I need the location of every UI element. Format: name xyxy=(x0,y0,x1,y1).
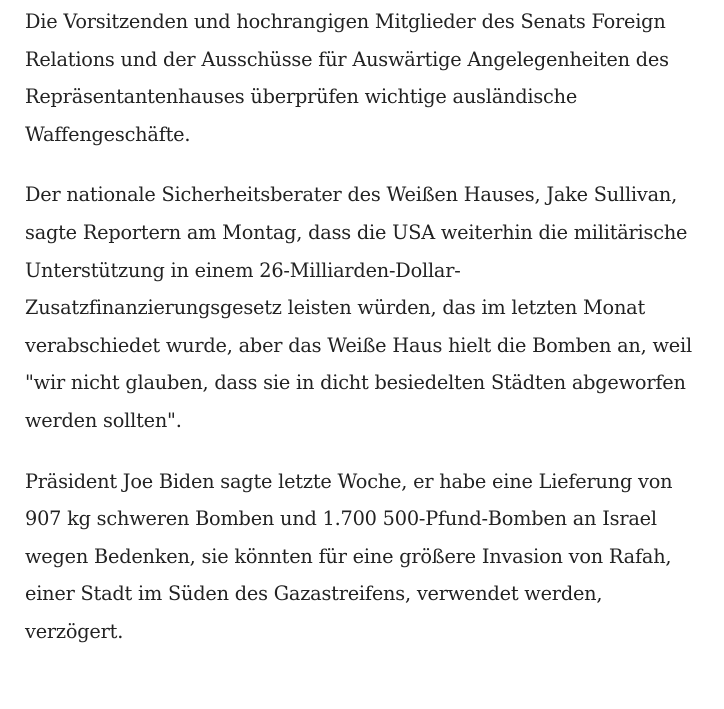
article-paragraph-1 xyxy=(25,3,715,153)
text-line: Waffengeschäfte. xyxy=(25,122,191,146)
article-paragraph-2 xyxy=(25,176,715,439)
text-line: sagte Reportern am Montag, dass die USA weiterhin die militärische xyxy=(25,220,688,244)
text-line: Präsident Joe Biden sagte letzte Woche, er habe eine Lieferung von xyxy=(25,469,673,493)
text-line: verabschiedet wurde, aber das Weiße Haus hielt die Bomben an, weil xyxy=(25,333,692,357)
text-line: Der nationale Sicherheitsberater des Weißen Hauses, Jake Sullivan, xyxy=(25,183,678,207)
text-line: Die Vorsitzenden und hochrangigen Mitglieder des Senats Foreign xyxy=(25,10,666,33)
text-line: wegen Bedenken, sie könnten für eine größere Invasion von Rafah, xyxy=(25,544,672,568)
text-line: Unterstützung in einem 26-Milliarden-Dollar- xyxy=(25,258,461,282)
text-line: 907 kg schweren Bomben und 1.700 500-Pfund-Bomben an Israel xyxy=(25,507,657,531)
text-line: "wir nicht glauben, dass sie in dicht besiedelten Städten abgeworfen xyxy=(25,371,686,395)
text-line: Zusatzfinanzierungsgesetz leisten würden, das im letzten Monat xyxy=(25,296,646,320)
text-line: verzögert. xyxy=(25,619,124,643)
text-line: Repräsentantenhauses überprüfen wichtige ausländische xyxy=(25,85,578,109)
text-line: werden sollten". xyxy=(25,408,182,432)
article-paragraph-3 xyxy=(25,463,715,651)
text-line: Relations und der Ausschüsse für Auswärtige Angelegenheiten des xyxy=(25,47,669,71)
article-body xyxy=(25,3,715,674)
text-line: einer Stadt im Süden des Gazastreifens, verwendet werden, xyxy=(25,582,603,606)
